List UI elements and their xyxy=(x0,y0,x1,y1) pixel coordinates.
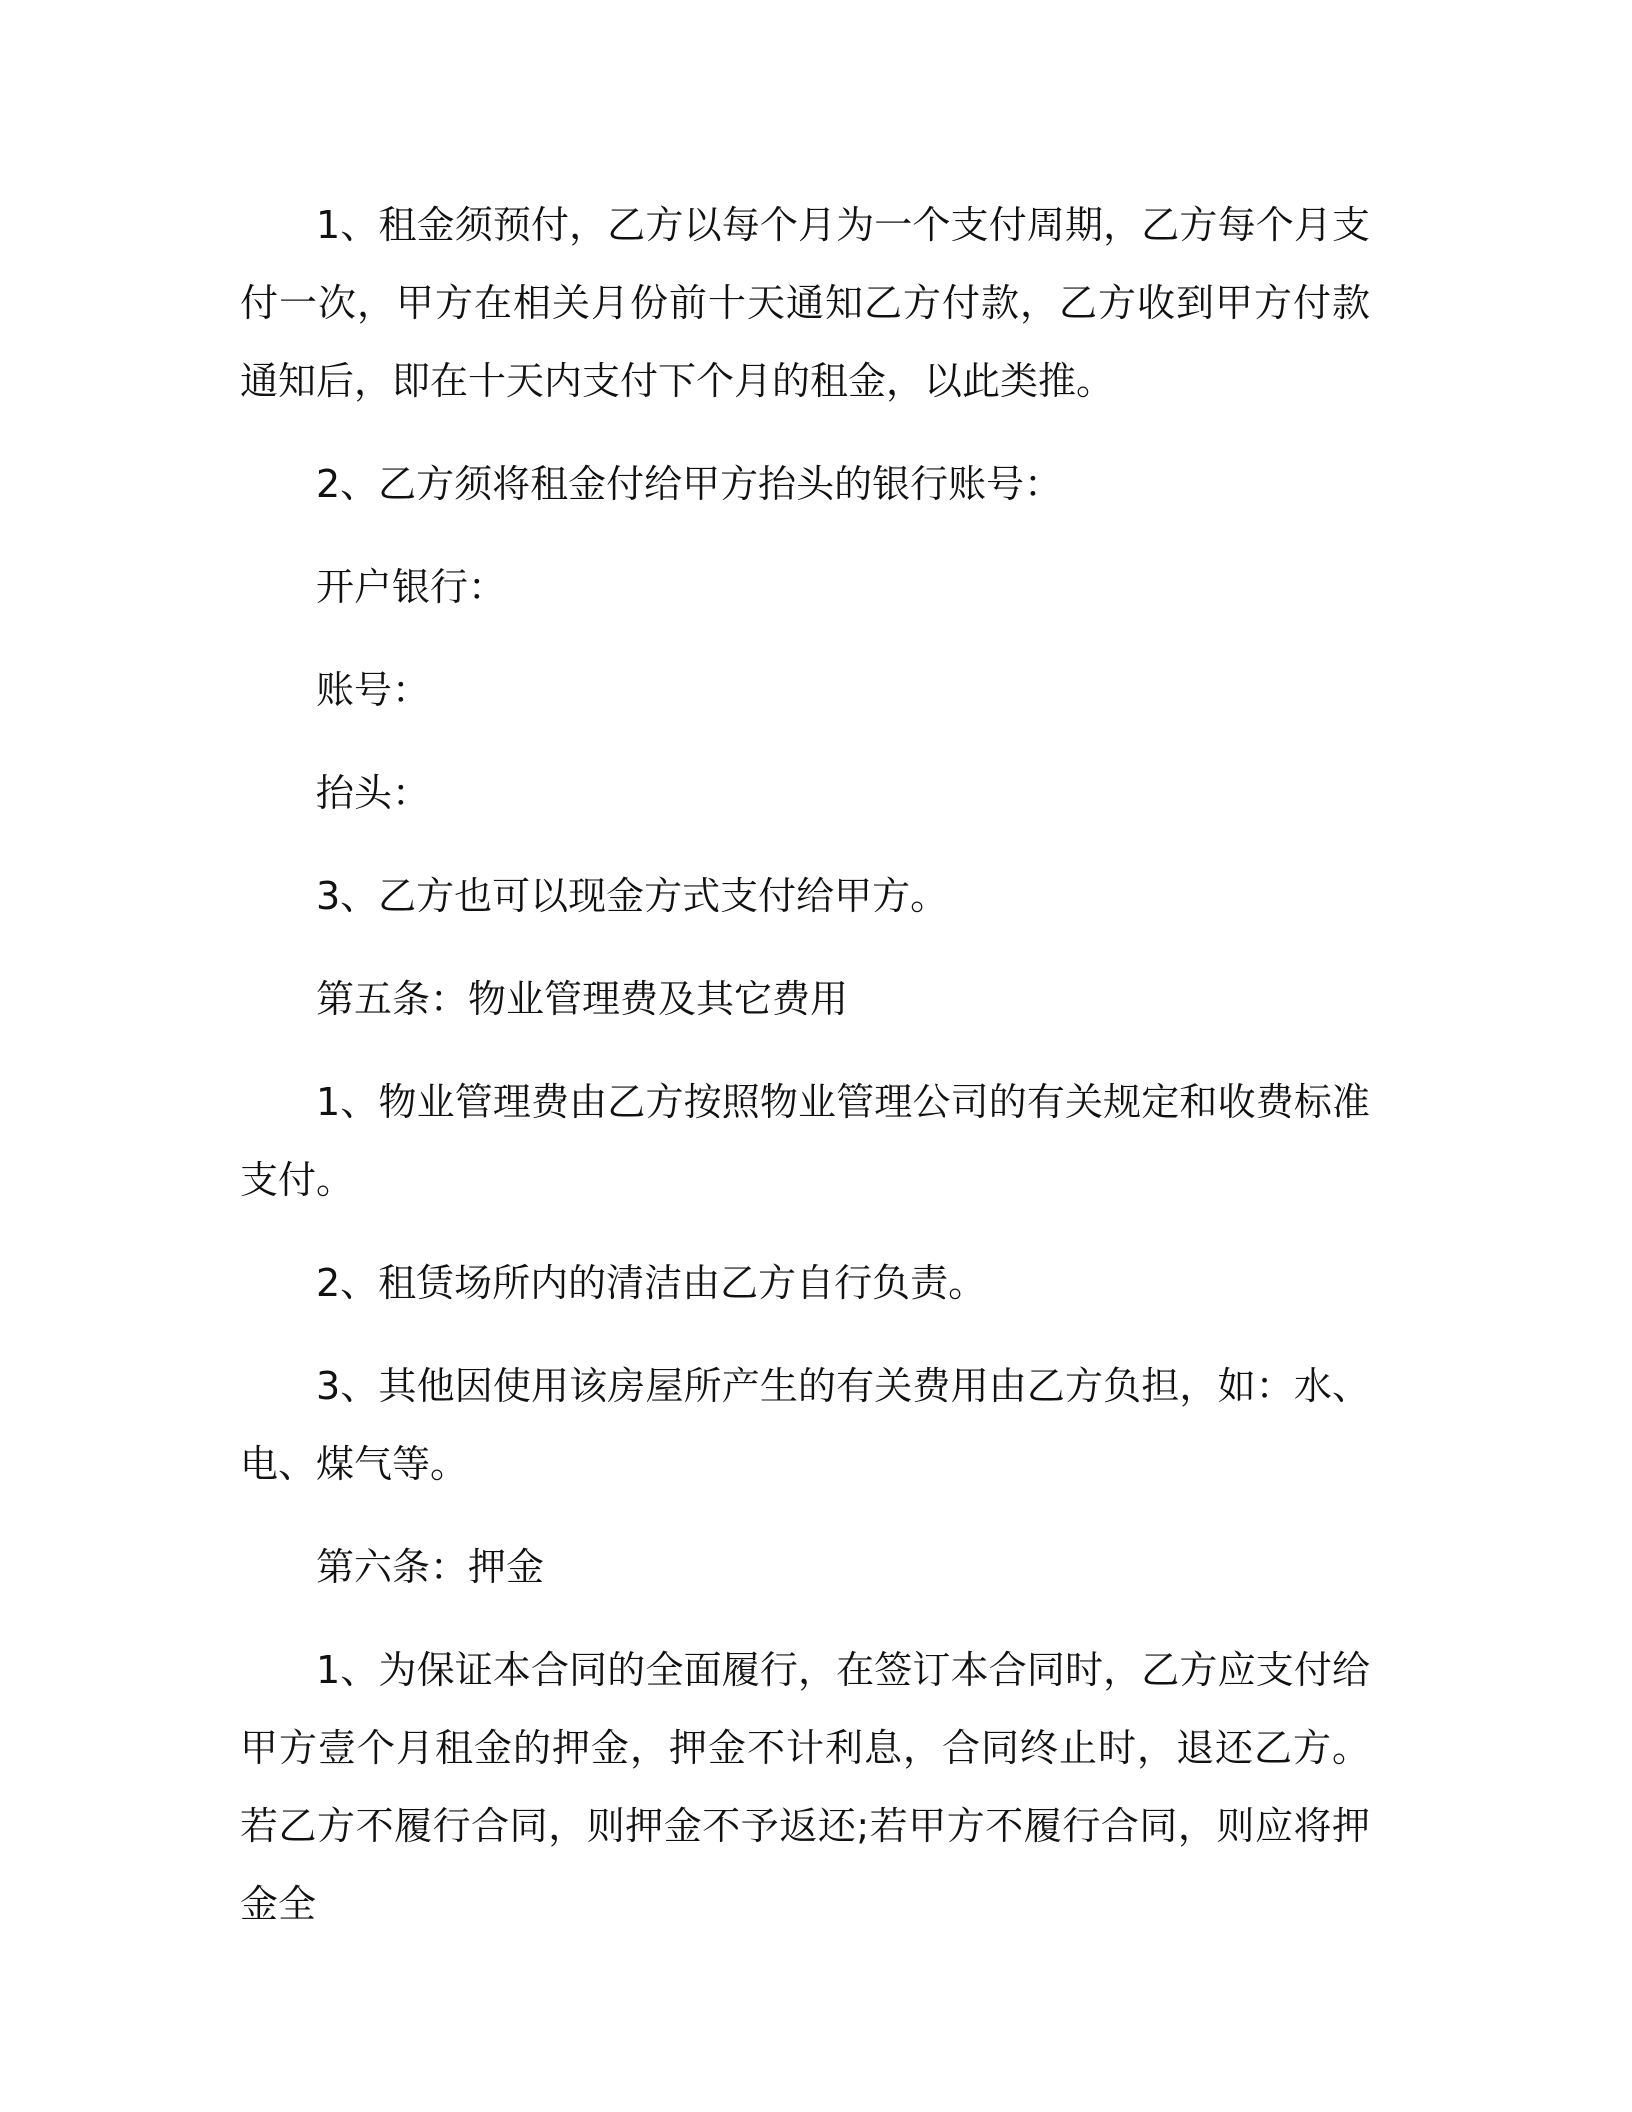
paragraph-rent-prepayment: 1、租金须预付，乙方以每个月为一个支付周期，乙方每个月支付一次，甲方在相关月份前十天通知乙方付款，乙方收到甲方付款通知后，即在十天内支付下个月的租金，以此类推。 xyxy=(240,203,1370,403)
section-heading-article-6: 第六条：押金 xyxy=(316,1545,545,1589)
paragraph-cash-payment: 3、乙方也可以现金方式支付给甲方。 xyxy=(316,874,949,918)
field-account-number: 账号： xyxy=(316,668,431,712)
document-body xyxy=(240,186,1370,1968)
paragraph-other-fees: 3、其他因使用该房屋所产生的有关费用由乙方负担，如：水、电、煤气等。 xyxy=(240,1364,1370,1486)
paragraph-bank-account: 2、乙方须将租金付给甲方抬头的银行账号： xyxy=(316,462,1063,506)
section-heading-article-5: 第五条：物业管理费及其它费用 xyxy=(316,977,849,1021)
paragraph-property-fee: 1、物业管理费由乙方按照物业管理公司的有关规定和收费标准支付。 xyxy=(240,1080,1370,1202)
field-bank-name: 开户银行： xyxy=(316,565,507,609)
field-account-holder: 抬头： xyxy=(316,771,431,815)
paragraph-deposit: 1、为保证本合同的全面履行，在签订本合同时，乙方应支付给甲方壹个月租金的押金，押金不计利息，合同终止时，退还乙方。若乙方不履行合同，则押金不予返还;若甲方不履行合同，则应将押金全 xyxy=(240,1648,1370,1926)
paragraph-cleaning: 2、租赁场所内的清洁由乙方自行负责。 xyxy=(316,1261,987,1305)
